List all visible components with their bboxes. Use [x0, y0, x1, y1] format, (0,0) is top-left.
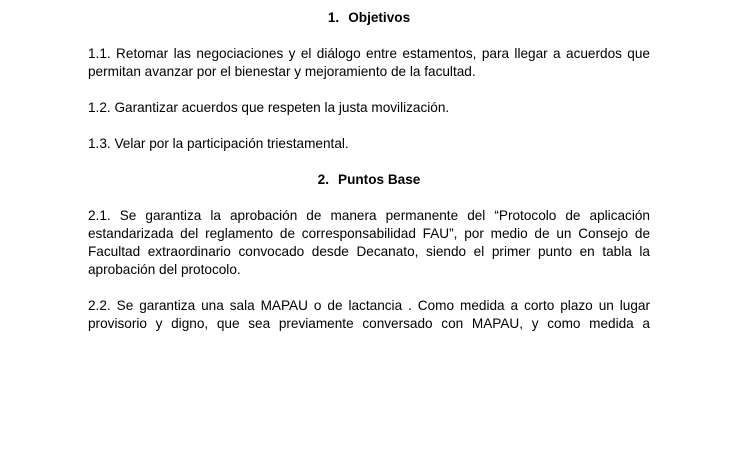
paragraph-line: aprobación del protocolo. [88, 262, 241, 277]
section-number: 1. [327, 10, 340, 25]
item-2-2 [88, 297, 650, 333]
paragraph-line: 1.3. Velar por la participación triestamental. [88, 136, 349, 151]
paragraph-line: 1.2. Garantizar acuerdos que respeten la justa movilización. [88, 100, 450, 115]
section-heading-puntos-base [88, 171, 650, 189]
section-heading-objetivos [88, 9, 650, 27]
section-number: 2. [317, 172, 329, 187]
paragraph-line: 2.1. Se garantiza la aprobación de manera permanente del “Protocolo de aplicación [88, 208, 650, 223]
item-1-3 [88, 135, 650, 153]
item-1-1 [88, 45, 650, 81]
document-page [88, 9, 650, 333]
paragraph-line: 1.1. Retomar las negociaciones y el diálogo entre estamentos, para llegar a acuerdos que [88, 46, 650, 61]
section-title: Objetivos [348, 10, 411, 25]
paragraph-line: 2.2. Se garantiza una sala MAPAU o de lactancia . Como medida a corto plazo un lugar [88, 298, 650, 313]
item-1-2 [88, 99, 650, 117]
paragraph-line: permitan avanzar por el bienestar y mejoramiento de la facultad. [88, 64, 476, 79]
paragraph-line: estandarizada del reglamento de corresponsabilidad FAU”, por medio de un Consejo de [88, 226, 650, 241]
section-title: Puntos Base [338, 172, 421, 187]
paragraph-line: Facultad extraordinario convocado desde Decanato, siendo el primer punto en tabla la [88, 244, 650, 259]
paragraph-line: provisorio y digno, que sea previamente conversado con MAPAU, y como medida a [88, 316, 650, 331]
item-2-1 [88, 207, 650, 279]
